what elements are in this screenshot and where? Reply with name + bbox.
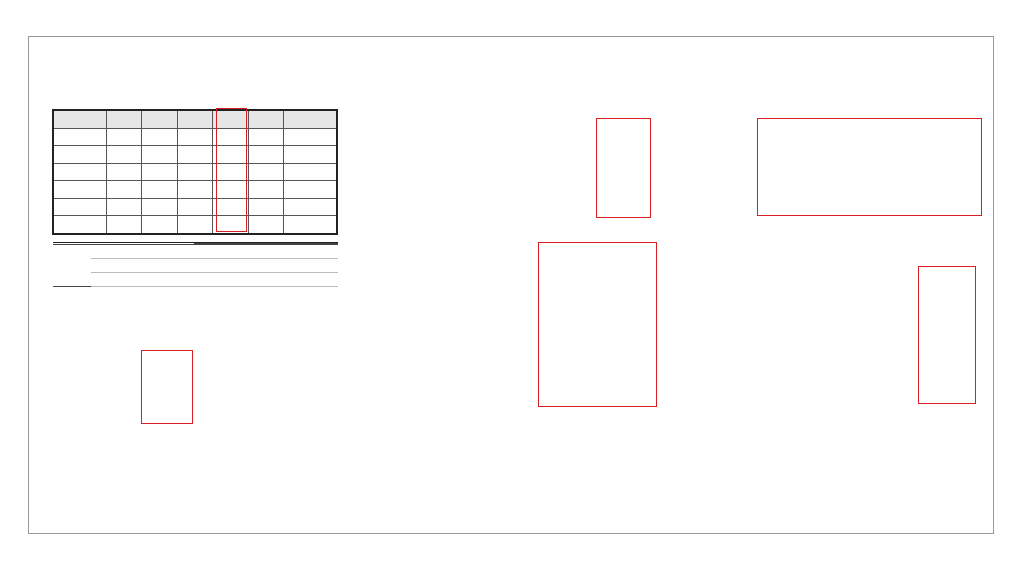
t2-arousal bbox=[194, 259, 242, 273]
table-cell bbox=[142, 216, 178, 234]
table-row bbox=[53, 216, 337, 234]
table-cell bbox=[53, 163, 106, 181]
table-cell bbox=[142, 181, 178, 199]
table-cell bbox=[284, 163, 337, 181]
table-cell bbox=[177, 198, 213, 216]
table-row bbox=[53, 146, 337, 164]
table-cell bbox=[142, 163, 178, 181]
table-cell bbox=[284, 216, 337, 234]
t1-header-cell bbox=[248, 110, 284, 128]
t2-arousal bbox=[194, 273, 242, 287]
table-cell bbox=[248, 163, 284, 181]
table-cell bbox=[177, 216, 213, 234]
table-cell bbox=[284, 181, 337, 199]
table-cell bbox=[213, 163, 249, 181]
t1-header-cell bbox=[284, 110, 337, 128]
t2-method bbox=[91, 245, 141, 259]
table-cell bbox=[248, 146, 284, 164]
table-cell bbox=[177, 146, 213, 164]
t2-avg bbox=[290, 259, 338, 273]
t2-valence bbox=[242, 245, 290, 259]
table-cell bbox=[284, 198, 337, 216]
t1-header-cell bbox=[53, 110, 106, 128]
table-cell bbox=[106, 181, 142, 199]
table-row bbox=[53, 128, 337, 146]
table-cell bbox=[177, 181, 213, 199]
t2-arousal bbox=[194, 245, 242, 259]
table-cell bbox=[213, 146, 249, 164]
table-cell bbox=[142, 128, 178, 146]
table-cell bbox=[142, 198, 178, 216]
table-row bbox=[53, 259, 338, 273]
table-cell bbox=[106, 146, 142, 164]
table-cell bbox=[248, 198, 284, 216]
table-cell bbox=[53, 128, 106, 146]
t2-group-name bbox=[53, 245, 91, 287]
table-cell bbox=[248, 128, 284, 146]
t2-method bbox=[91, 259, 141, 273]
table-cell bbox=[213, 198, 249, 216]
table-cell bbox=[106, 163, 142, 181]
t2-avg bbox=[290, 245, 338, 259]
t1-header-cell bbox=[142, 110, 178, 128]
table-row bbox=[53, 163, 337, 181]
t2-fscore bbox=[141, 259, 194, 273]
t1-header-cell bbox=[106, 110, 142, 128]
table-row bbox=[53, 198, 337, 216]
t2-valence bbox=[242, 259, 290, 273]
t2-method bbox=[91, 273, 141, 287]
table-cell bbox=[53, 181, 106, 199]
table-cell bbox=[213, 216, 249, 234]
table2 bbox=[53, 242, 338, 287]
table-cell bbox=[177, 128, 213, 146]
table-cell bbox=[53, 216, 106, 234]
t2-fscore bbox=[141, 245, 194, 259]
table1 bbox=[52, 109, 338, 235]
t1-header-cell bbox=[213, 110, 249, 128]
table-cell bbox=[53, 198, 106, 216]
table-row bbox=[53, 181, 337, 199]
t2-fscore bbox=[141, 273, 194, 287]
t2-avg bbox=[290, 273, 338, 287]
table-cell bbox=[177, 163, 213, 181]
table-row bbox=[53, 245, 338, 259]
table-cell bbox=[248, 181, 284, 199]
table-cell bbox=[284, 146, 337, 164]
table-row bbox=[53, 273, 338, 287]
table-cell bbox=[106, 216, 142, 234]
table-cell bbox=[284, 128, 337, 146]
table-cell bbox=[213, 128, 249, 146]
table-cell bbox=[213, 181, 249, 199]
table-cell bbox=[106, 198, 142, 216]
table-cell bbox=[106, 128, 142, 146]
table-cell bbox=[248, 216, 284, 234]
t2-valence bbox=[242, 273, 290, 287]
table-cell bbox=[142, 146, 178, 164]
t1-header-cell bbox=[177, 110, 213, 128]
table-cell bbox=[53, 146, 106, 164]
